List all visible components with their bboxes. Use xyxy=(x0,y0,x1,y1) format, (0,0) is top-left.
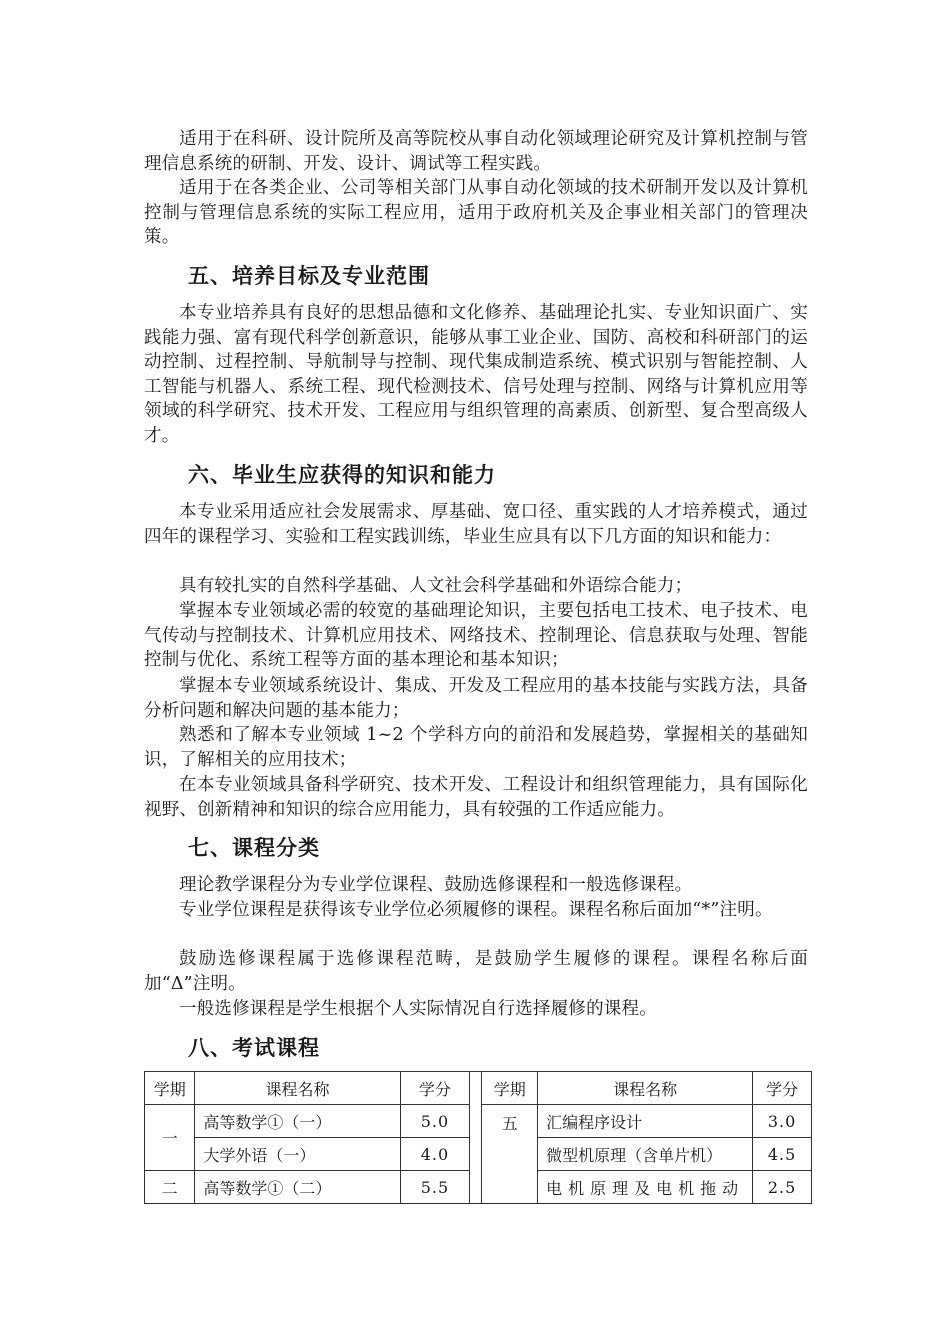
course-name-cell: 高等数学①（一） xyxy=(195,1105,400,1138)
header-credit-right: 学分 xyxy=(753,1072,812,1105)
credit-cell: 3.0 xyxy=(753,1105,812,1138)
header-term-right: 学期 xyxy=(482,1072,538,1105)
term-cell: 一 xyxy=(145,1105,195,1171)
table-gap xyxy=(470,1105,482,1138)
credit-cell: 2.5 xyxy=(753,1171,812,1204)
table-gap xyxy=(470,1138,482,1171)
section6-item-3: 掌握本专业领域系统设计、集成、开发及工程应用的基本技能与实践方法，具备分析问题和解决问题的基本能力； xyxy=(144,676,808,721)
table-row xyxy=(145,1171,812,1204)
course-name-cell: 微型机原理（含单片机） xyxy=(538,1138,753,1171)
credit-cell: 5.0 xyxy=(400,1105,470,1138)
header-term-left: 学期 xyxy=(145,1072,195,1105)
section7-item-2: 鼓励选修课程属于选修课程范畴，是鼓励学生履修的课程。课程名称后面加“Δ”注明。 xyxy=(144,949,808,994)
section7-item-0: 理论教学课程分为专业学位课程、鼓励选修课程和一般选修课程。 xyxy=(179,875,693,895)
paragraph-research-use: 适用于在科研、设计院所及高等院校从事自动化领域理论研究及计算机控制与管理信息系统的研制、开发、设计、调试等工程实践。 xyxy=(144,129,808,174)
term-cell: 五 xyxy=(482,1105,538,1204)
section7-heading: 七、课程分类 xyxy=(188,835,320,860)
credit-cell: 4.0 xyxy=(400,1138,470,1171)
table-row xyxy=(145,1105,812,1138)
credit-cell: 5.5 xyxy=(400,1171,470,1204)
course-name-cell: 高等数学①（二） xyxy=(195,1171,400,1204)
table-row xyxy=(145,1138,812,1171)
header-credit-left: 学分 xyxy=(400,1072,470,1105)
section8-heading: 八、考试课程 xyxy=(188,1035,320,1060)
section6-item-1: 具有较扎实的自然科学基础、人文社会科学基础和外语综合能力； xyxy=(179,576,693,596)
section6-intro: 本专业采用适应社会发展需求、厚基础、宽口径、重实践的人才培养模式，通过四年的课程学习、实验和工程实践训练，毕业生应具有以下几方面的知识和能力： xyxy=(144,502,808,547)
exam-courses-table xyxy=(144,1071,812,1204)
section6-item-5: 在本专业领域具备科学研究、技术开发、工程设计和组织管理能力，具有国际化视野、创新精神和知识的综合应用能力，具有较强的工作适应能力。 xyxy=(144,775,808,820)
section5-body: 本专业培养具有良好的思想品德和文化修养、基础理论扎实、专业知识面广、实践能力强、富有现代科学创新意识，能够从事工业企业、国防、高校和科研部门的运动控制、过程控制、导航制导与控制、现代集成制造系统、模式识别与智能控制、人工智能与机器人、系统工程、现代检测技术、信号处理与控制、网络与计算机应用等领域的科学研究、技术开发、工程应用与组织管理的高素质、创新型、复合型高级人才。 xyxy=(144,303,808,446)
section6-item-4: 熟悉和了解本专业领域 1~2 个学科方向的前沿和发展趋势，掌握相关的基础知识，了解相关的应用技术； xyxy=(144,725,808,770)
table-gap xyxy=(470,1072,482,1105)
header-name-left: 课程名称 xyxy=(195,1072,400,1105)
course-name-cell: 电机原理及电机拖动 xyxy=(538,1171,753,1204)
section7-item-3: 一般选修课程是学生根据个人实际情况自行选择履修的课程。 xyxy=(179,999,657,1019)
table-header-row xyxy=(145,1072,812,1105)
credit-cell: 4.5 xyxy=(753,1138,812,1171)
section5-heading: 五、培养目标及专业范围 xyxy=(188,263,430,288)
course-name-cell: 大学外语（一） xyxy=(195,1138,400,1171)
paragraph-enterprise-use: 适用于在各类企业、公司等相关部门从事自动化领域的技术研制开发以及计算机控制与管理信息系统的实际工程应用，适用于政府机关及企事业相关部门的管理决策。 xyxy=(144,178,808,247)
term-cell: 二 xyxy=(145,1171,195,1204)
section6-heading: 六、毕业生应获得的知识和能力 xyxy=(188,462,496,487)
section7-item-1: 专业学位课程是获得该专业学位必须履修的课程。课程名称后面加“*”注明。 xyxy=(179,900,773,920)
table-gap xyxy=(470,1171,482,1204)
section6-item-2: 掌握本专业领域必需的较宽的基础理论知识，主要包括电工技术、电子技术、电气传动与控制技术、计算机应用技术、网络技术、控制理论、信息获取与处理、智能控制与优化、系统工程等方面的基本理论和基本知识； xyxy=(144,601,808,670)
course-name-cell: 汇编程序设计 xyxy=(538,1105,753,1138)
header-name-right: 课程名称 xyxy=(538,1072,753,1105)
